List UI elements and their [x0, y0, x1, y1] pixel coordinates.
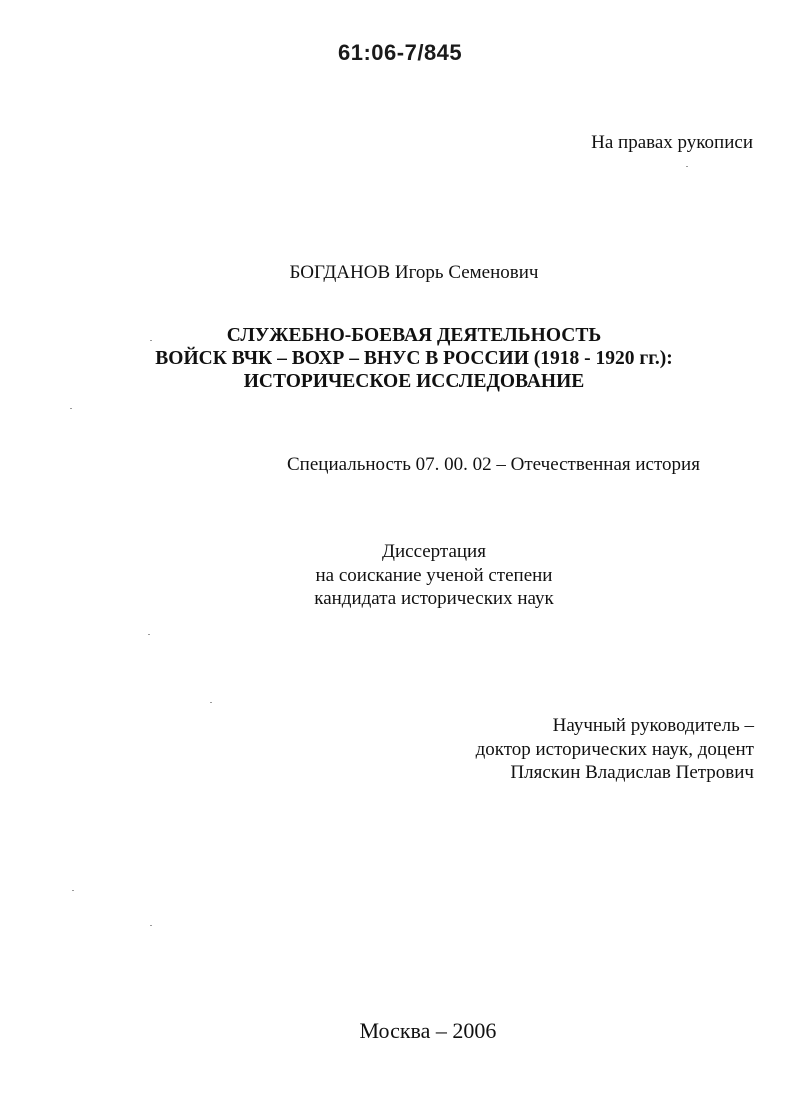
manuscript-rights-note: На правах рукописи: [591, 132, 753, 153]
advisor-line: Пляскин Владислав Петрович: [510, 762, 754, 783]
scan-speck: [150, 340, 152, 341]
degree-line: кандидата исторических наук: [314, 588, 554, 609]
degree-line: Диссертация: [382, 541, 486, 562]
dissertation-title: [0, 324, 798, 393]
city-year: Москва – 2006: [359, 1018, 497, 1043]
advisor-line: доктор исторических наук, доцент: [475, 738, 754, 760]
title-line: ИСТОРИЧЕСКОЕ ИССЛЕДОВАНИЕ: [243, 371, 585, 392]
author-name: БОГДАНОВ Игорь Семенович: [289, 262, 539, 283]
title-line: ВОЙСК ВЧК – ВОХР – ВНУС В РОССИИ (1918 - 1920 гг.):: [155, 348, 673, 369]
advisor-line: Научный руководитель –: [552, 715, 754, 736]
specialty-line: Специальность 07. 00. 02 – Отечественная история: [287, 454, 700, 475]
scan-speck: [70, 408, 72, 409]
degree-line: на соискание ученой степени: [315, 564, 553, 586]
scan-speck: [210, 702, 212, 703]
scan-speck: [150, 925, 152, 926]
title-line: СЛУЖЕБНО-БОЕВАЯ ДЕЯТЕЛЬНОСТЬ: [226, 325, 602, 346]
scan-speck: [148, 634, 150, 635]
dissertation-degree-block: [0, 540, 798, 611]
scan-speck: [72, 890, 74, 891]
scan-speck: [686, 166, 688, 167]
scientific-advisor-block: [476, 714, 754, 785]
archive-stamp: 61:06-7/845: [338, 40, 463, 65]
